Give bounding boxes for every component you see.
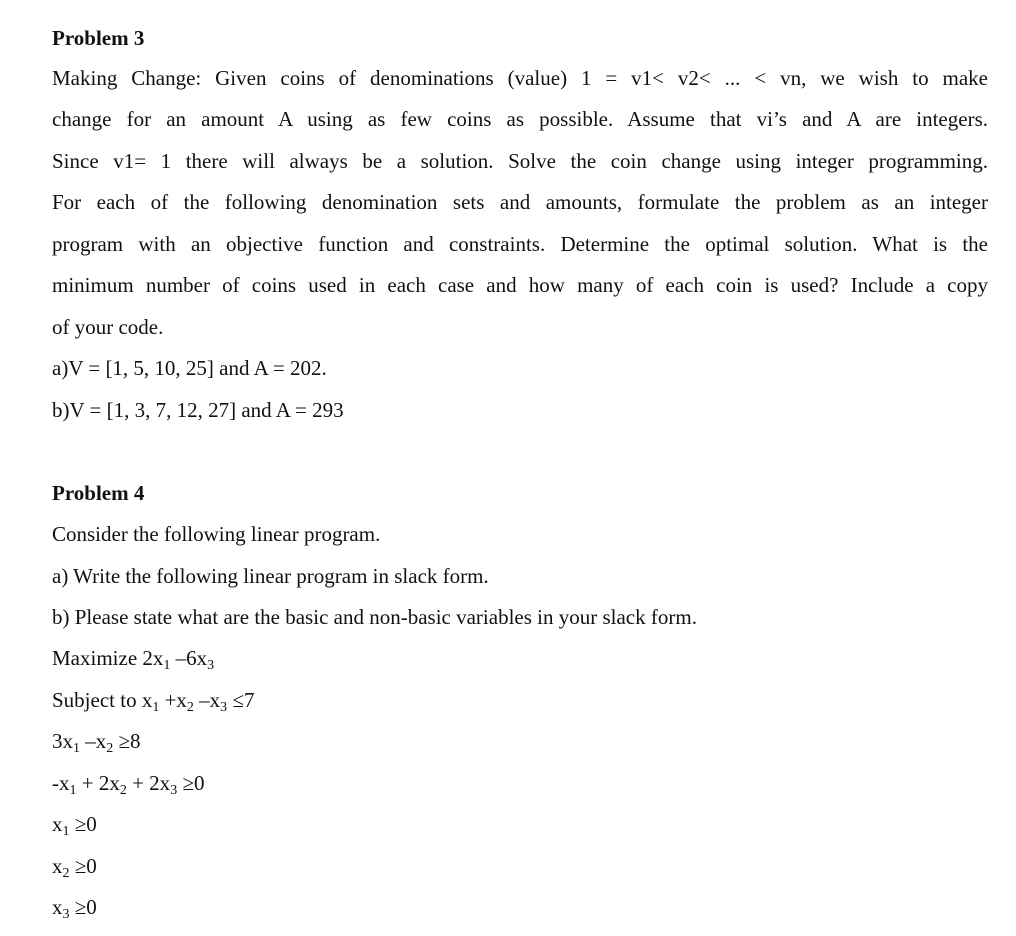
problem-3-part-a: a)V = [1, 5, 10, 25] and A = 202. [52, 356, 327, 380]
lp-constraint-6: $x_3 \ge 0$ [52, 895, 97, 922]
problem-3-line-2: change for an amount A using as few coins as possible. Assume that vi’s and A are integers. [52, 107, 988, 131]
problem-3-line-1: Making Change: Given coins of denominations (value) 1 = v1< v2< ... < vn, we wish to make [52, 66, 988, 90]
lp-constraint-4: $x_1 \ge 0$ [52, 812, 97, 839]
lp-constraint-5: $x_2 \ge 0$ [52, 854, 97, 881]
lp-constraint-2: $3x_1$ $-x_2 \ge 8$ [52, 729, 141, 756]
problem-3-part-b: b)V = [1, 3, 7, 12, 27] and A = 293 [52, 398, 344, 422]
problem-3-line-5: program with an objective function and constraints. Determine the optimal solution. What is the [52, 232, 988, 256]
problem-4-intro: Consider the following linear program. [52, 522, 381, 546]
problem-3-line-6: minimum number of coins used in each case and how many of each coin is used? Include a copy [52, 273, 988, 297]
problem-4-part-b: b) Please state what are the basic and non-basic variables in your slack form. [52, 605, 697, 629]
problem-3-line-3: Since v1= 1 there will always be a solution. Solve the coin change using integer programming. [52, 149, 988, 173]
problem-4-part-a: a) Write the following linear program in slack form. [52, 564, 489, 588]
problem-3-title: Problem 3 [52, 26, 145, 50]
lp-objective: Maximize $2x_1$ $-6x_3$ [52, 646, 215, 673]
lp-constraint-3: $-x_1 + 2x_2 + 2x_3 \ge 0$ [52, 771, 205, 798]
problem-3-line-7: of your code. [52, 315, 164, 339]
problem-3-line-4: For each of the following denomination sets and amounts, formulate the problem as an integer [52, 190, 988, 214]
lp-constraint-1: Subject to $x_1 +x_2$ $-x_3 \le 7$ [52, 688, 255, 715]
problem-4-title: Problem 4 [52, 481, 145, 505]
document-page [52, 0, 992, 936]
